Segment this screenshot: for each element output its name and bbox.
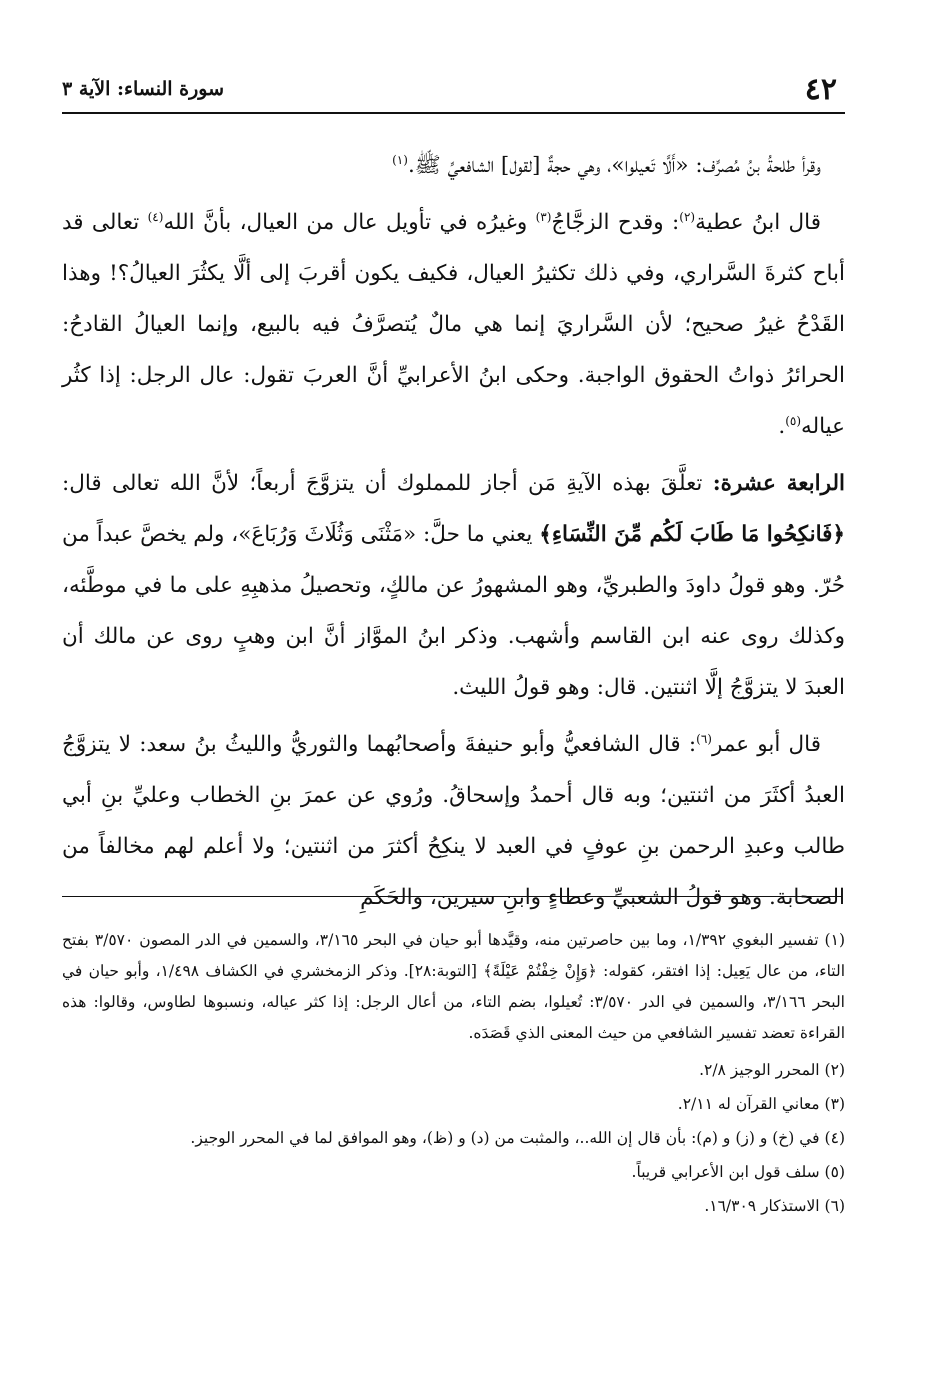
- main-text: [62, 140, 845, 929]
- paragraph-2-text-e: .: [778, 414, 786, 439]
- footnote-text: في (خ) و (ز) و (م): بأن قال إن الله..، والمثبت من (د) و (ظ)، وهو الموافق لما في المحرر الوجيز.: [190, 1129, 820, 1147]
- quran-quote: ﴿فَانكِحُوا مَا طَابَ لَكُم مِّنَ النِّسَاءِ﴾: [539, 522, 845, 547]
- footnote-ref-5[interactable]: (٥): [785, 414, 802, 428]
- footnote-number: (١): [824, 931, 845, 949]
- footnote-ref-6[interactable]: (٦): [696, 732, 712, 746]
- footnote-number: (٣): [824, 1095, 845, 1113]
- page-number: ٤٢: [804, 72, 837, 107]
- running-title: سورة النساء: الآية ٣: [62, 78, 225, 100]
- footnote-number: (٤): [824, 1129, 845, 1147]
- paragraph-2-text-c: وغيرُه في تأويل عال من العيال، بأنَّ الله: [163, 210, 536, 235]
- footnote-ref-1[interactable]: (١): [392, 153, 408, 167]
- footnote-text: معاني القرآن له ٢/١١.: [677, 1095, 820, 1113]
- footnote-2: [62, 1055, 845, 1086]
- paragraph-1: [62, 140, 845, 191]
- footnote-number: (٦): [824, 1197, 845, 1215]
- paragraph-3-text-a: تعلَّقَ بهذه الآيةِ مَن أجاز للمملوك أن يتزوَّجَ أربعاً؛ لأنَّ الله تعالى قال:: [62, 471, 713, 496]
- footnote-5: [62, 1157, 845, 1188]
- footnote-ref-2[interactable]: (٢): [679, 210, 696, 224]
- section-heading: الرابعة عشرة:: [712, 471, 845, 496]
- paragraph-2-text-b: : وقدح الزجَّاجُ: [551, 210, 680, 235]
- footnote-ref-4[interactable]: (٤): [147, 210, 164, 224]
- paragraph-2: [62, 197, 845, 452]
- paragraph-3-text-b: يعني ما حلَّ: «مَثْنَى وَثُلَاثَ وَرُبَاعَ»، ولم يخصَّ عبداً من حُرّ. وهو قولُ داودَ والطبريِّ، وهو المشهورُ عن مالكٍ، وتحصيلُ مذهبِهِ على ما في موطَّئه، وكذلك روى عنه ابن القاسم وأشهب. وذكر ابنُ الموَّاز أنَّ ابن وهبٍ روى عن مالك أن العبدَ لا يتزوَّجُ إلَّا اثنتين. قال: وهو قولُ الليث.: [62, 522, 845, 700]
- paragraph-1-text: وقرأ طلحةُ بنُ مُصرِّف: «أَلَّا تَعيلوا»، وهي حجةٌ [لقول] الشافعيِّ ﷺ.: [407, 153, 821, 178]
- footnote-divider: [62, 896, 842, 897]
- footnote-text: المحرر الوجيز ٢/٨.: [699, 1061, 820, 1079]
- footnote-number: (٢): [824, 1061, 845, 1079]
- paragraph-4-text-a: قال أبو عمر: [711, 732, 821, 757]
- paragraph-4: [62, 719, 845, 923]
- footnote-1: [62, 925, 845, 1049]
- footnote-text: تفسير البغوي ١/٣٩٢، وما بين حاصرتين منه، وقيَّدها أبو حيان في البحر ٣/١٦٥، والسمين في الدر المصون ٣/٥٧٠ بفتح التاء، من عال يَعِيل: إذا افتقر، كقوله: ﴿وَإِنْ خِفْتُمْ عَيْلَةً﴾ [التوبة:٢٨]. وذكر الزمخشري في الكشاف ١/٤٩٨، وأبو حيان في البحر ٣/١٦٦، والسمين في الدر ٣/٥٧٠: تُعيلوا، بضم التاء، من أعال الرجل: إذا كثر عياله، ونسبوها لطاوس، وقالوا: هذه القراءة تعضد تفسير الشافعي من حيث المعنى الذي قَصَدَه.: [62, 931, 845, 1042]
- footnotes: [62, 925, 845, 1225]
- footnote-4: [62, 1123, 845, 1154]
- footnote-ref-3[interactable]: (٣): [535, 210, 552, 224]
- paragraph-2-text-d: تعالى قد أباح كثرةَ السَّراري، وفي ذلك تكثيرُ العيال، فكيف يكون أقربَ إلى ألَّا يكثُرَ العيالُ؟! وهذا القَدْحُ غيرُ صحيح؛ لأن السَّراريَ إنما هي مالٌ يُتصرَّفُ فيه بالبيع، وإنما العيالُ القادحُ: الحرائرُ ذواتُ الحقوق الواجبة. وحكى ابنُ الأعرابيِّ أنَّ العربَ تقول: عال الرجل: إذا كثُر عياله: [62, 210, 845, 439]
- footnote-6: [62, 1191, 845, 1222]
- footnote-text: سلف قول ابن الأعرابي قريباً.: [631, 1163, 820, 1181]
- paragraph-4-text-b: : قال الشافعيُّ وأبو حنيفةَ وأصحابُهما والثوريُّ والليثُ بنُ سعد: لا يتزوَّجُ العبدُ أكثَرَ من اثنتين؛ وبه قال أحمدُ وإسحاقُ. ورُوي عن عمرَ بنِ الخطاب وعليِّ بنِ أبي طالب وعبدِ الرحمن بنِ عوفٍ في العبد لا ينكِحُ أكثرَ من اثنتين؛ ولا أعلم لهم مخالفاً من الصحابة. وهو قولُ الشعبيِّ وعطاءٍ وابنِ سيرين، والحَكَمِ: [62, 732, 845, 910]
- paragraph-3: [62, 458, 845, 713]
- footnote-text: الاستذكار ١٦/٣٠٩.: [704, 1197, 820, 1215]
- paragraph-2-text-a: قال ابنُ عطية: [695, 210, 822, 235]
- page-header: [62, 72, 845, 114]
- footnote-number: (٥): [824, 1163, 845, 1181]
- footnote-3: [62, 1089, 845, 1120]
